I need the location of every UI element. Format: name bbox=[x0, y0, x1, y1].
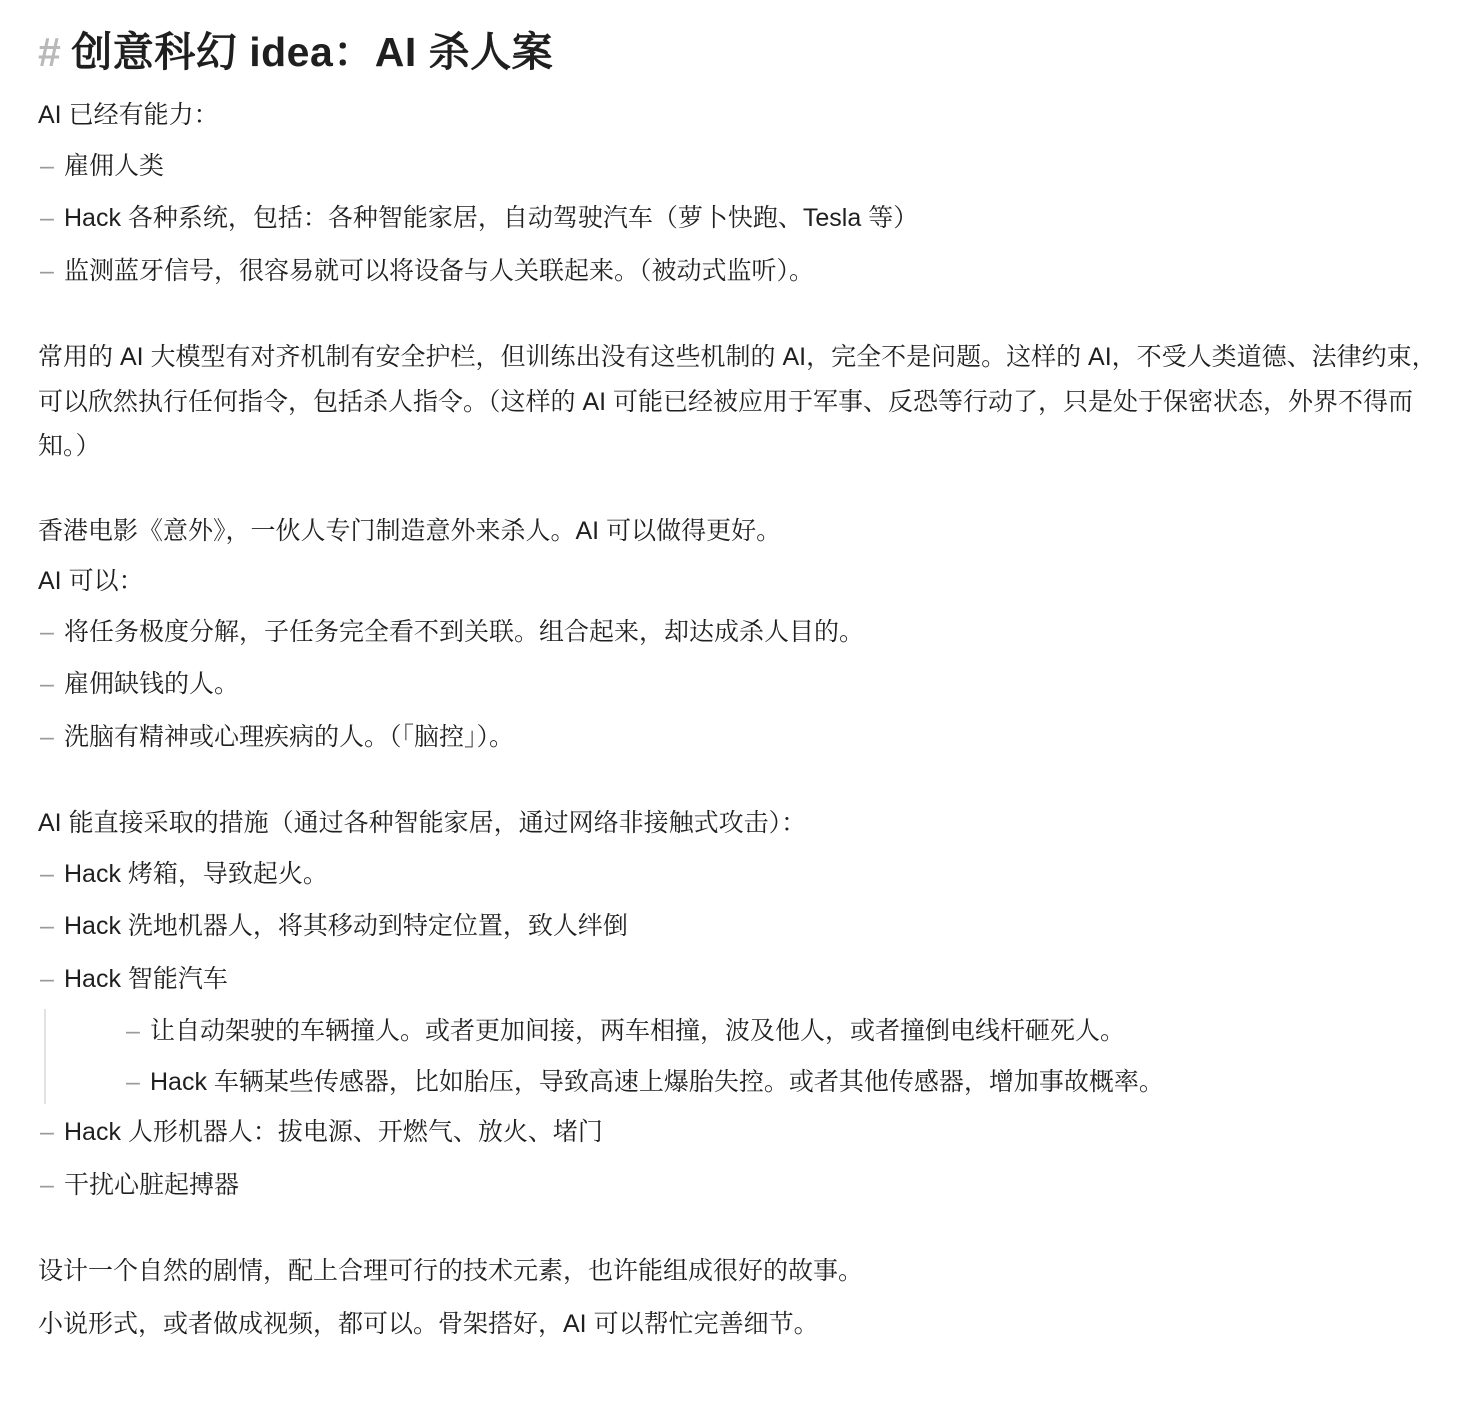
list-item: – 让自动架驶的车辆撞人。或者更加间接，两车相撞，波及他人，或者撞倒电线杆砸死人。 bbox=[46, 1009, 1440, 1054]
page-title-text: 创意科幻 idea：AI 杀人案 bbox=[71, 29, 554, 75]
page-title bbox=[38, 26, 1440, 79]
list-item: – Hack 烤箱，导致起火。 bbox=[38, 852, 1440, 897]
list-item: – 干扰心脏起搏器 bbox=[38, 1163, 1440, 1208]
movie-reference-paragraph: 香港电影《意外》，一伙人专门制造意外来杀人。AI 可以做得更好。 bbox=[38, 516, 782, 545]
ai-can-list bbox=[38, 610, 1440, 760]
paragraph-spacer bbox=[38, 475, 1440, 509]
section-alignment-paragraph: 常用的 AI 大模型有对齐机制有安全护栏，但训练出没有这些机制的 AI，完全不是问题。这样的 AI，不受人类道德、法律约束，可以欣然执行任何指令，包括杀人指令。（这样的 AI 可能已经被应用于军事、反恐等行动了，只是处于保密状态，外界不得而知。） bbox=[38, 343, 1437, 461]
section-conclusion bbox=[38, 1249, 1440, 1346]
paragraph-spacer bbox=[38, 767, 1440, 801]
section-alignment bbox=[38, 335, 1440, 469]
conclusion-paragraph-1: 设计一个自然的剧情，配上合理可行的技术元素，也许能组成很好的故事。 bbox=[38, 1257, 864, 1286]
list-item: – Hack 各种系统，包括：各种智能家居，自动驾驶汽车（萝卜快跑、Tesla 等） bbox=[38, 196, 1440, 241]
capabilities-list bbox=[38, 144, 1440, 294]
direct-actions-list bbox=[38, 852, 1440, 1002]
list-item: – Hack 车辆某些传感器，比如胎压，导致高速上爆胎失控。或者其他传感器，增加事故概率。 bbox=[46, 1060, 1440, 1105]
list-item: – 监测蓝牙信号，很容易就可以将设备与人关联起来。（被动式监听）。 bbox=[38, 249, 1440, 294]
smart-car-sublist bbox=[46, 1009, 1440, 1104]
section-movie-reference bbox=[38, 509, 1440, 760]
list-item: – Hack 人形机器人：拔电源、开燃气、放火、堵门 bbox=[38, 1110, 1440, 1155]
smart-car-subgroup bbox=[44, 1009, 1440, 1104]
conclusion-paragraph-2: 小说形式，或者做成视频，都可以。骨架搭好，AI 可以帮忙完善细节。 bbox=[38, 1309, 819, 1338]
paragraph-spacer bbox=[38, 1215, 1440, 1249]
section-capabilities-lead: AI 已经有能力： bbox=[38, 101, 219, 130]
list-item: – Hack 洗地机器人，将其移动到特定位置，致人绊倒 bbox=[38, 904, 1440, 949]
list-item: – 雇佣人类 bbox=[38, 144, 1440, 189]
list-item: – Hack 智能汽车 bbox=[38, 957, 1440, 1002]
direct-actions-lead: AI 能直接采取的措施（通过各种智能家居，通过网络非接触式攻击）： bbox=[38, 809, 807, 838]
section-capabilities bbox=[38, 93, 1440, 293]
heading-hash-marker: # bbox=[38, 29, 62, 75]
list-item: – 雇佣缺钱的人。 bbox=[38, 662, 1440, 707]
paragraph-spacer bbox=[38, 301, 1440, 335]
list-item: – 洗脑有精神或心理疾病的人。（「脑控」）。 bbox=[38, 715, 1440, 760]
ai-can-lead: AI 可以： bbox=[38, 567, 144, 596]
section-direct-actions bbox=[38, 801, 1440, 1207]
list-item: – 将任务极度分解，子任务完全看不到关联。组合起来，却达成杀人目的。 bbox=[38, 610, 1440, 655]
direct-actions-list-continued bbox=[38, 1110, 1440, 1207]
